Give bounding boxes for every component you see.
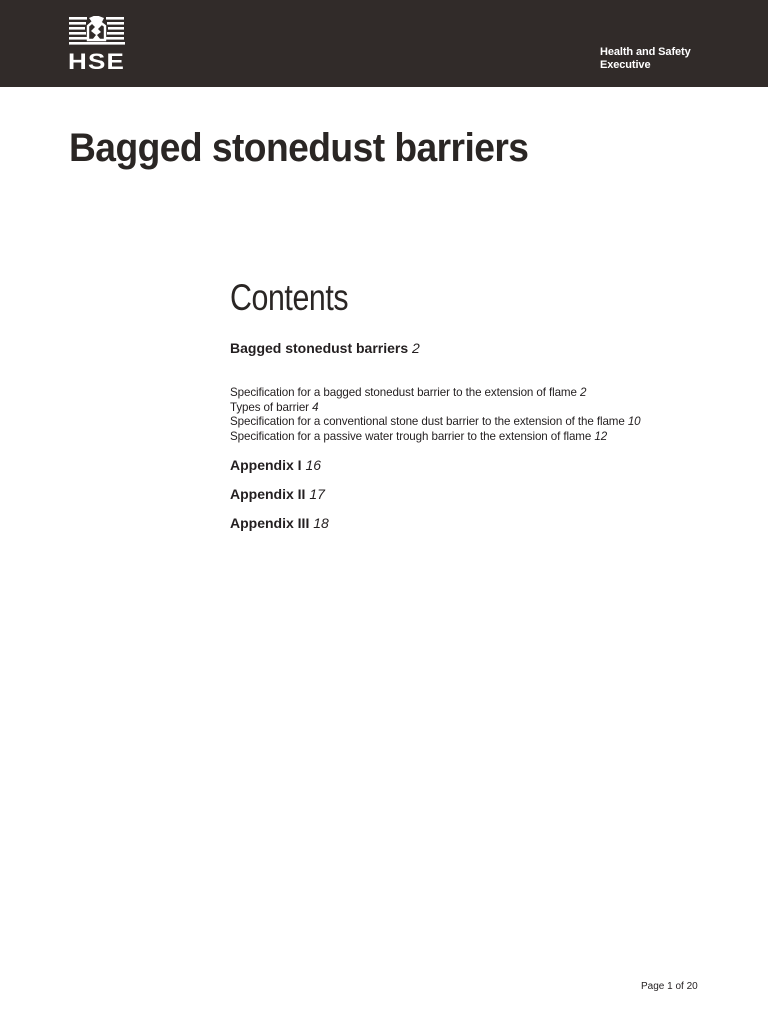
toc-appendix-1[interactable] [230,456,321,474]
toc-sub-entry[interactable] [230,430,641,445]
toc-main-entry[interactable] [230,339,420,357]
toc-appendix-page: 16 [305,457,322,473]
hse-logo [68,16,126,70]
organisation-name [600,46,691,72]
toc-sub-entry-page: 4 [312,400,319,414]
toc-appendix-label: Appendix III [230,515,310,531]
organisation-name-line1: Health and Safety [600,46,691,58]
toc-sub-entry[interactable] [230,386,641,401]
toc-appendix-page: 18 [313,515,329,531]
toc-main-entry-page: 2 [412,340,420,356]
toc-sub-entry-page: 2 [579,386,587,399]
toc-appendix-3[interactable] [230,514,329,532]
toc-sub-entry-label: Specification for a conventional stone dust barrier to the extension of the flame [230,415,625,429]
toc-sub-entry-page: 10 [627,415,641,429]
toc-sub-entry[interactable] [230,415,641,430]
toc-sub-entry-page: 12 [594,430,608,444]
toc-appendix-page: 17 [309,486,325,502]
toc-appendix-label: Appendix II [230,486,306,502]
toc-appendix-2[interactable] [230,485,325,503]
logo-text: HSE [68,49,125,70]
toc-sub-entries [230,386,641,445]
contents-heading: Contents [230,277,349,318]
page-indicator: Page 1 of 20 [641,981,698,992]
toc-main-entry-label: Bagged stonedust barriers [230,340,409,356]
header-bar [0,0,768,87]
toc-sub-entry[interactable] [230,401,641,416]
toc-sub-entry-label: Specification for a bagged stonedust barrier to the extension of flame [230,386,577,399]
document-title: Bagged stonedust barriers [69,126,529,170]
toc-sub-entry-label: Types of barrier [230,400,309,414]
toc-appendix-label: Appendix I [230,457,302,473]
organisation-name-line2: Executive [600,59,651,71]
toc-sub-entry-label: Specification for a passive water trough barrier to the extension of flame [230,430,592,444]
